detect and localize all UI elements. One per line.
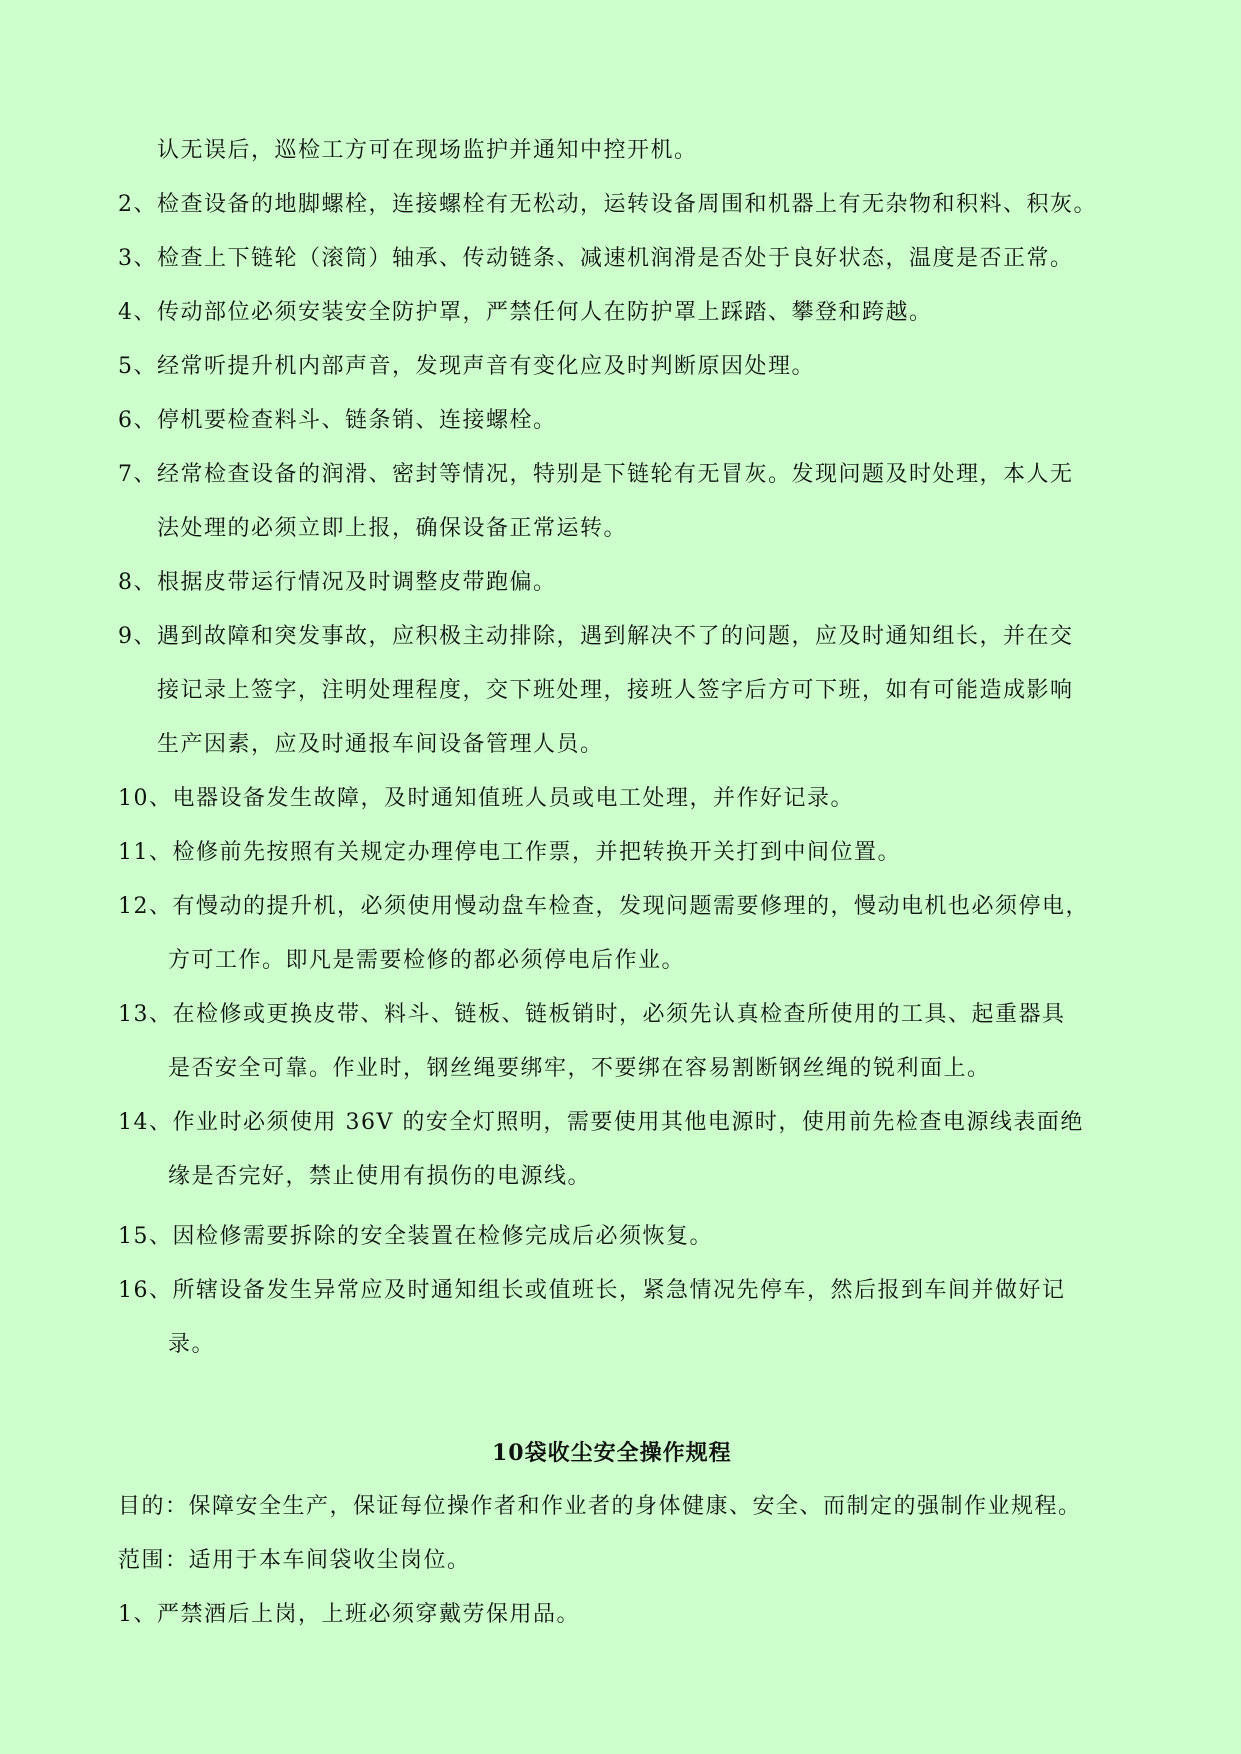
list-item-6: 6、停机要检查料斗、链条销、连接螺栓。 [118, 408, 557, 433]
list-item-9-line-1: 9、遇到故障和突发事故，应积极主动排除，遇到解决不了的问题，应及时通知组长，并在交 [118, 624, 1074, 649]
continuation-line: 认无误后，巡检工方可在现场监护并通知中控开机。 [157, 138, 698, 163]
list-item-12-line-1: 12、有慢动的提升机，必须使用慢动盘车检查，发现问题需要修理的，慢动电机也必须停电， [118, 894, 1089, 919]
list-item-14-line-2: 缘是否完好，禁止使用有损伤的电源线。 [168, 1164, 592, 1189]
list-item-10: 10、电器设备发生故障，及时通知值班人员或电工处理，并作好记录。 [118, 786, 854, 811]
list-item-2: 2、检查设备的地脚螺栓，连接螺栓有无松动，运转设备周围和机器上有无杂物和积料、积灰。 [118, 192, 1098, 217]
list-item-16-line-1: 16、所辖设备发生异常应及时通知组长或值班长，紧急情况先停车，然后报到车间并做好记 [118, 1278, 1066, 1303]
purpose-line: 目的：保障安全生产，保证每位操作者和作业者的身体健康、安全、而制定的强制作业规程。 [118, 1494, 1082, 1519]
list-item-8: 8、根据皮带运行情况及时调整皮带跑偏。 [118, 570, 557, 595]
list-item-13-line-1: 13、在检修或更换皮带、料斗、链板、链板销时，必须先认真检查所使用的工具、起重器具 [118, 1002, 1066, 1027]
scope-line: 范围：适用于本车间袋收尘岗位。 [118, 1548, 471, 1573]
list-item-7-line-2: 法处理的必须立即上报，确保设备正常运转。 [157, 516, 628, 541]
list-item-3: 3、检查上下链轮（滚筒）轴承、传动链条、减速机润滑是否处于良好状态，温度是否正常。 [118, 246, 1074, 271]
list-item-9-line-2: 接记录上签字，注明处理程度，交下班处理，接班人签字后方可下班，如有可能造成影响 [157, 678, 1074, 703]
list-item-11: 11、检修前先按照有关规定办理停电工作票，并把转换开关打到中间位置。 [118, 840, 901, 865]
list-item-14-line-1: 14、作业时必须使用 36V 的安全灯照明，需要使用其他电源时，使用前先检查电源线表面绝 [118, 1110, 1084, 1135]
list-item-12-line-2: 方可工作。即凡是需要检修的都必须停电后作业。 [168, 948, 686, 973]
list-item-9-line-3: 生产因素，应及时通报车间设备管理人员。 [157, 732, 604, 757]
list-item-4: 4、传动部位必须安装安全防护罩，严禁任何人在防护罩上踩踏、攀登和跨越。 [118, 300, 933, 325]
rule-1: 1、严禁酒后上岗，上班必须穿戴劳保用品。 [118, 1602, 580, 1627]
list-item-5: 5、经常听提升机内部声音，发现声音有变化应及时判断原因处理。 [118, 354, 815, 379]
section-title: 10袋收尘安全操作规程 [492, 1440, 732, 1466]
list-item-15: 15、因检修需要拆除的安全装置在检修完成后必须恢复。 [118, 1224, 713, 1249]
list-item-7-line-1: 7、经常检查设备的润滑、密封等情况，特别是下链轮有无冒灰。发现问题及时处理，本人无 [118, 462, 1074, 487]
list-item-16-line-2: 录。 [168, 1332, 216, 1357]
list-item-13-line-2: 是否安全可靠。作业时，钢丝绳要绑牢，不要绑在容易割断钢丝绳的锐利面上。 [168, 1056, 991, 1081]
